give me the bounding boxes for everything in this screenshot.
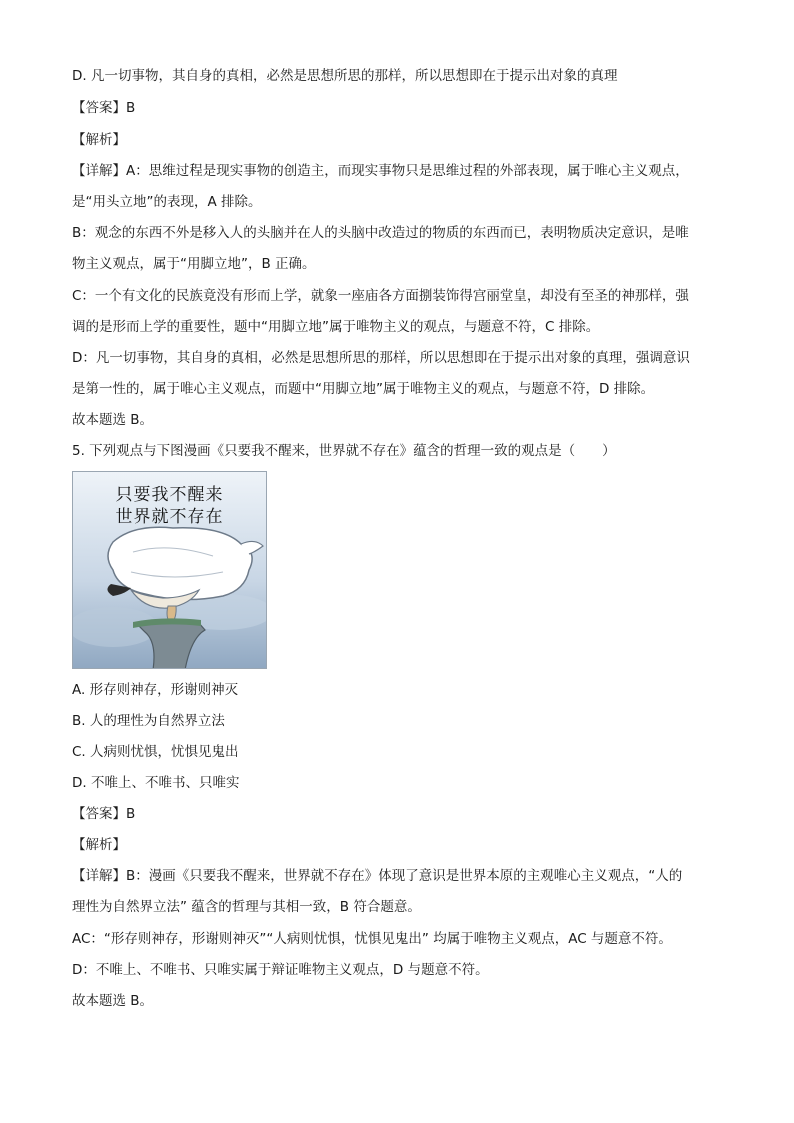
q4-detail-line-6: 调的是形而上学的重要性，题中“用脚立地”属于唯物主义的观点，与题意不符，C 排除。 — [72, 319, 600, 335]
q5-option-a: A. 形存则神存，形谢则神灭 — [72, 682, 239, 698]
q5-option-b: B. 人的理性为自然界立法 — [72, 713, 225, 729]
q5-detail-line-1: 【详解】B：漫画《只要我不醒来，世界就不存在》体现了意识是世界本原的主观唯心主义观点，“人的 — [72, 868, 683, 884]
q5-detail-line-2: 理性为自然界立法” 蕴含的哲理与其相一致，B 符合题意。 — [72, 899, 421, 915]
q4-detail-line-4: 物主义观点，属于“用脚立地”，B 正确。 — [72, 256, 316, 272]
q4-option-d: D. 凡一切事物，其自身的真相，必然是思想所思的那样，所以思想即在于提示出对象的真理 — [72, 68, 618, 84]
q4-detail-line-3: B：观念的东西不外是移入人的头脑并在人的头脑中改造过的物质的东西而已，表明物质决定意识，是唯 — [72, 225, 689, 241]
cartoon-caption-line-2: 世界就不存在 — [115, 507, 224, 527]
q4-detail-line-1: 【详解】A：思维过程是现实事物的创造主，而现实事物只是思维过程的外部表现，属于唯心主义观点， — [72, 163, 689, 179]
q4-detail-line-2: 是“用头立地”的表现，A 排除。 — [72, 194, 262, 210]
cartoon-image — [72, 471, 267, 669]
q4-detail-line-5: C：一个有文化的民族竟没有形而上学，就象一座庙各方面捌装饰得宫丽堂皇，却没有至圣的神那样，强 — [72, 288, 689, 304]
q5-detail-line-3: AC：“形存则神存，形谢则神灭”“人病则忧惧，忧惧见鬼出” 均属于唯物主义观点，AC 与题意不符。 — [72, 931, 672, 947]
q5-option-d: D. 不唯上、不唯书、只唯实 — [72, 775, 240, 791]
q4-analysis-heading: 【解析】 — [72, 132, 126, 148]
q5-conclusion: 故本题选 B。 — [72, 993, 154, 1009]
q4-detail-line-7: D：凡一切事物，其自身的真相，必然是思想所思的那样，所以思想即在于提示出对象的真理，强调意识 — [72, 350, 690, 366]
q5-stem: 5. 下列观点与下图漫画《只要我不醒来，世界就不存在》蕴含的哲理一致的观点是（ ） — [72, 443, 616, 459]
q4-conclusion: 故本题选 B。 — [72, 412, 154, 428]
q5-answer: 【答案】B — [72, 806, 136, 822]
q5-detail-line-4: D：不唯上、不唯书、只唯实属于辩证唯物主义观点，D 与题意不符。 — [72, 962, 489, 978]
q5-option-c: C. 人病则忧惧，忧惧见鬼出 — [72, 744, 239, 760]
q4-answer: 【答案】B — [72, 100, 136, 116]
q5-analysis-heading: 【解析】 — [72, 837, 126, 853]
cartoon-caption-line-1: 只要我不醒来 — [115, 485, 224, 505]
q4-detail-line-8: 是第一性的，属于唯心主义观点，而题中“用脚立地”属于唯物主义的观点，与题意不符，D 排除。 — [72, 381, 655, 397]
